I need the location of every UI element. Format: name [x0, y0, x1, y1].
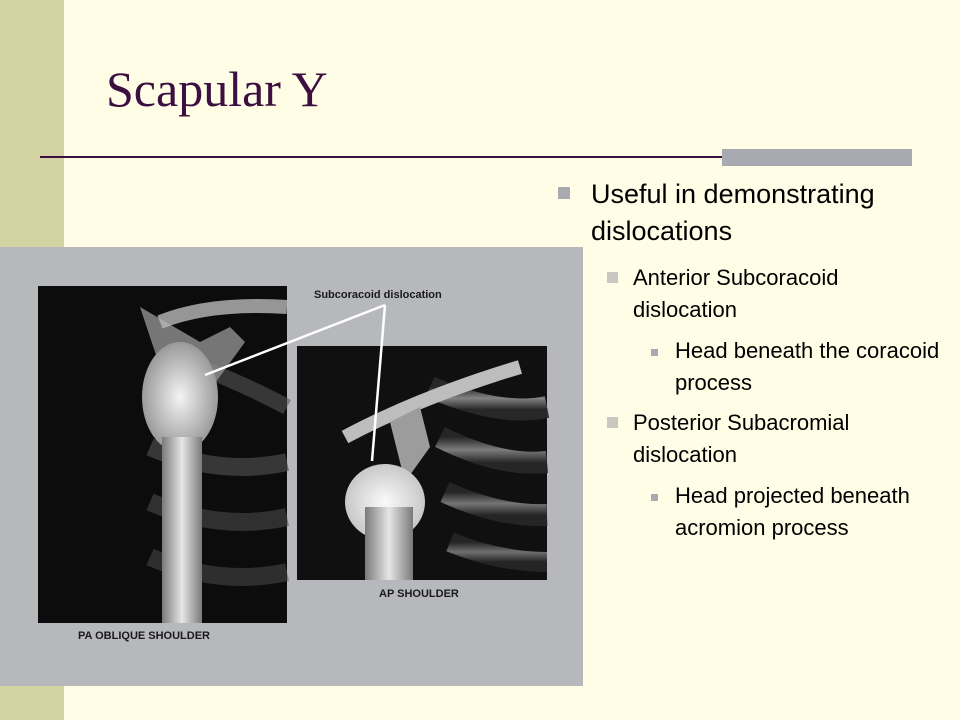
- bullet-anterior-detail: [651, 335, 945, 399]
- bullet-square-icon: [607, 272, 618, 283]
- bullet-posterior: [607, 407, 945, 471]
- bullet-square-icon: [558, 187, 570, 199]
- xray-images: [0, 247, 583, 686]
- callout-label: Subcoracoid dislocation: [314, 289, 442, 301]
- title-underline-accent: [722, 149, 912, 166]
- bullet-square-icon: [651, 349, 658, 356]
- bullet-anterior-text: Anterior Subcoracoid dislocation: [633, 265, 839, 322]
- bullet-square-icon: [607, 417, 618, 428]
- left-xray-caption: PA OBLIQUE SHOULDER: [78, 630, 211, 642]
- bullet-anterior-detail-text: Head beneath the coracoid process: [675, 338, 940, 395]
- bullet-posterior-detail: [651, 480, 945, 544]
- bullet-main: [555, 176, 945, 250]
- bullet-posterior-text: Posterior Subacromial dislocation: [633, 410, 850, 467]
- bullet-posterior-detail-text: Head projected beneath acromion process: [675, 483, 910, 540]
- right-xray-caption: AP SHOULDER: [379, 588, 459, 600]
- pa-oblique-xray: [38, 286, 287, 623]
- ap-shoulder-xray: [297, 346, 547, 580]
- bullet-anterior: [607, 262, 945, 326]
- bullet-list: [555, 176, 945, 552]
- xray-figure: [0, 247, 583, 686]
- bullet-square-icon: [651, 494, 658, 501]
- slide-title: Scapular Y: [106, 61, 328, 117]
- bullet-main-text: Useful in demonstrating dislocations: [591, 179, 875, 246]
